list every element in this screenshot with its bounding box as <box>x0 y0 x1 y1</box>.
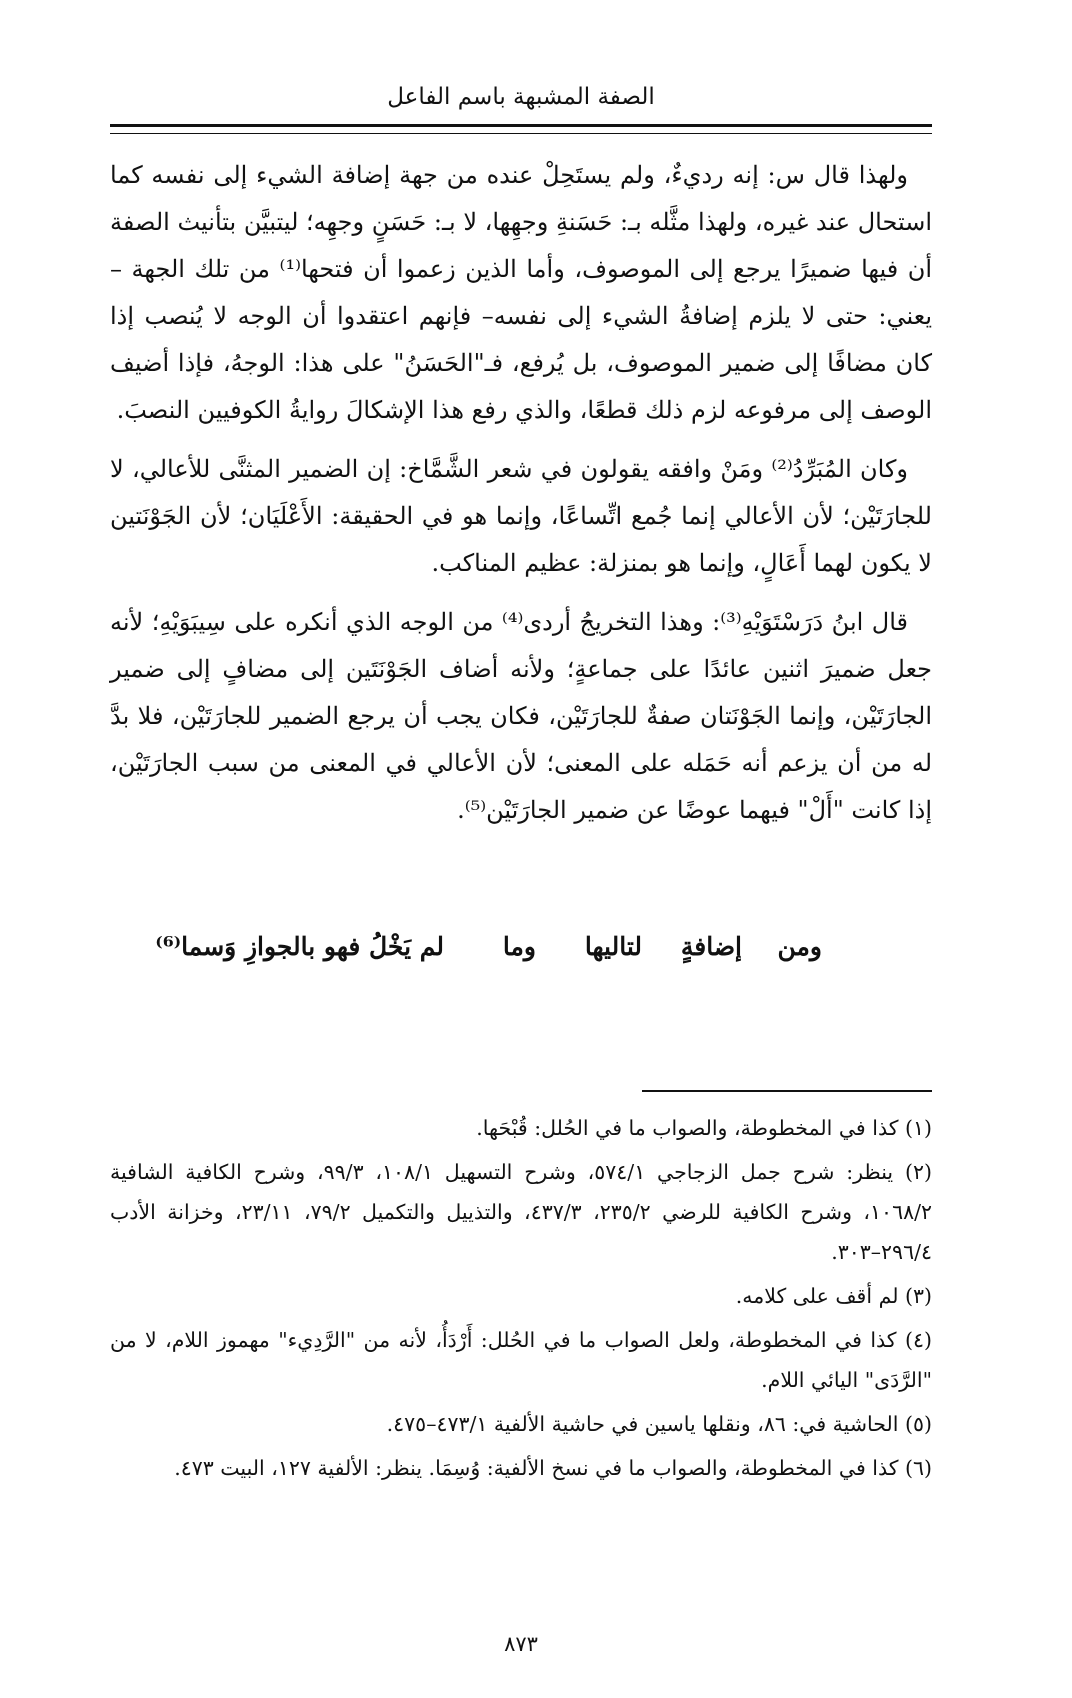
verse-hemistich-2: لم يَخْلُ فهو بالجوازِ وَسما⁽⁶⁾ <box>155 932 444 961</box>
footnote-5: (٥) الحاشية في: ٨٦، ونقلها ياسين في حاشية الألفية ٤٧٣/١–٤٧٥. <box>386 1412 932 1436</box>
paragraph-3: قال ابنُ دَرَسْتَوَيْهِ⁽³⁾: وهذا التخريجُ أردى⁽⁴⁾ من الوجه الذي أنكره على سِيبَوَيْهِ؛ لأنه جعل ضميرَ اثنين عائدًا على جماعةٍ؛ ولأنه أضاف الجَوْنَتَين إلى مضافٍ إلى ضمير الجارَتَيْن، وإنما الجَوْنَتان صفةٌ للجارَتَيْن، فكان يجب أن يرجع الضمير للجارَتَيْن، فلا بدَّ له من أن يزعم أنه حَمَله على المعنى؛ لأن الأعالي في المعنى من سبب الجارَتَيْن، إذا كانت "أَلْ" فيهما عوضًا عن ضمير الجارَتَيْن⁽⁵⁾. <box>110 608 933 824</box>
main-text <box>110 152 932 846</box>
paragraph-1: ولهذا قال س: إنه رديءٌ، ولم يستَحِلْ عنده من جهة إضافة الشيء إلى نفسه كما استحال عند غيره، ولهذا مثَّله بـ: حَسَنةِ وجهِها، لا بـ: حَسَنٍ وجهِه؛ ليتبيَّن بتأنيث الصفة أن فيها ضميرًا يرجع إلى الموصوف، وأما الذين زعموا أن فتحها⁽¹⁾ من تلك الجهة –يعني: حتى لا يلزم إضافةُ الشيء إلى نفسه– فإنهم اعتقدوا أن الوجه لا يُنصب إذا كان مضافًا إلى ضمير الموصوف، بل يُرفع، فـ"الحَسَنُ" على هذا: الوجهُ، فإذا أضيف الوصف إلى مرفوعه لزم ذلك قطعًا، والذي رفع هذا الإشكالَ روايةُ الكوفيين النصبَ. <box>110 161 932 424</box>
header-rule-thick <box>110 124 932 127</box>
verse-word-4: وما <box>502 932 536 961</box>
footnote-6: (٦) كذا في المخطوطة، والصواب ما في نسخ الألفية: وُسِمَا. ينظر: الألفية ١٢٧، البيت ٤٧٣. <box>174 1456 932 1480</box>
verse-word-2: إضافةٍ <box>680 932 742 961</box>
verse-word-1: ومن <box>777 932 822 961</box>
footnote-4: (٤) كذا في المخطوطة، ولعل الصواب ما في الحُلل: أَرْدَأُ، لأنه من "الرَّدِيء" مهموز اللام، لا من "الرَّدَى" اليائي اللام. <box>110 1328 932 1392</box>
verse-word-3: لتاليها <box>584 932 642 961</box>
paragraph-2: وكان المُبَرِّدُ⁽²⁾ ومَنْ وافقه يقولون في شعر الشَّمَّاخ: إن الضمير المثنَّى للأعالي، لا للجارَتَيْن؛ لأن الأعالي إنما جُمع اتِّساعًا، وإنما هو في الحقيقة: الأَعْلَيَان؛ لأن الجَوْنَتين لا يكون لهما أَعَالٍ، وإنما هو بمنزلة: عظيم المناكب. <box>110 455 932 577</box>
footnote-1: (١) كذا في المخطوطة، والصواب ما في الحُلل: قُبْحَها. <box>476 1116 932 1140</box>
running-head: الصفة المشبهة باسم الفاعل <box>387 84 655 110</box>
footnote-separator <box>642 1090 932 1092</box>
verse-line <box>110 925 932 969</box>
page-number: ٨٧٣ <box>504 1632 538 1656</box>
footnote-2: (٢) ينظر: شرح جمل الزجاجي ٥٧٤/١، وشرح التسهيل ١٠٨/١، ٩٩/٣، وشرح الكافية الشافية ١٠٦٨/٢، وشرح الكافية للرضي ٢٣٥/٢، ٤٣٧/٣، والتذييل والتكميل ٧٩/٢، ٢٣/١١، وخزانة الأدب ٢٩٦/٤–٣٠٣. <box>110 1160 933 1264</box>
footnotes <box>110 1108 932 1492</box>
header-rule-thin <box>110 133 932 134</box>
footnote-3: (٣) لم أقف على كلامه. <box>735 1284 932 1308</box>
